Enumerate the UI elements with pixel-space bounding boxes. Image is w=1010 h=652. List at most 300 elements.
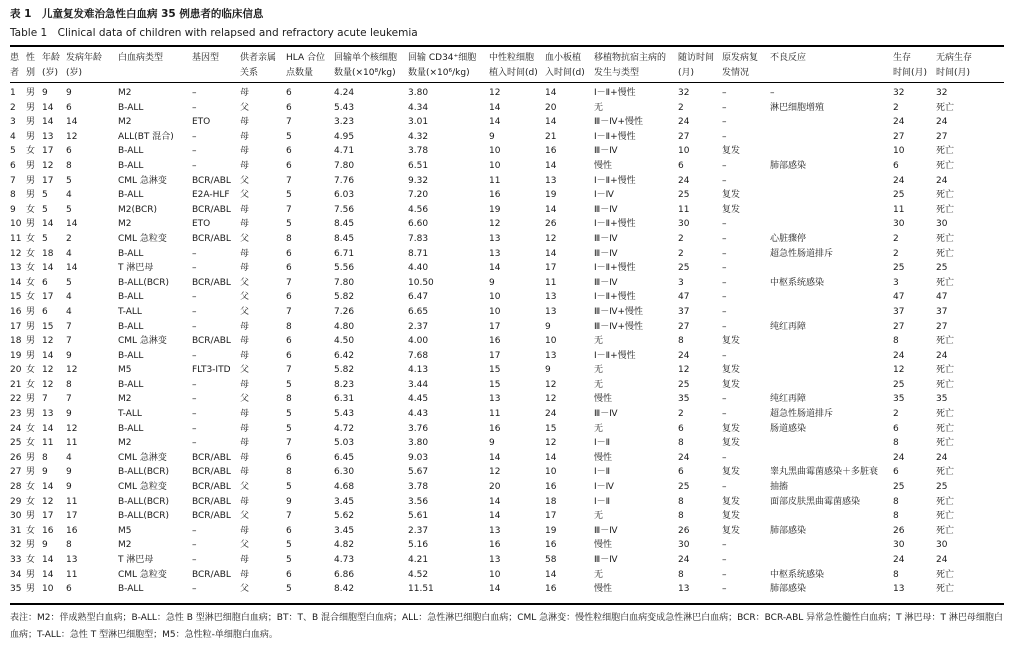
cell-dfs-time: 死亡 <box>936 467 955 478</box>
header-line: 随访时间 <box>678 53 715 63</box>
cell-hla-match: 7 <box>286 365 292 376</box>
cell-gvhd: Ⅰ－Ⅱ+慢性 <box>594 350 636 361</box>
cell-survival-time: 2 <box>893 233 899 244</box>
cell-survival-time: 6 <box>893 467 899 478</box>
cell-genotype: BCR/ABL <box>192 277 231 288</box>
header-mnc-dose <box>334 51 397 81</box>
cell-donor-relation: 母 <box>240 88 250 98</box>
cell-leukemia-type: M2 <box>118 117 132 128</box>
cell-sex: 男 <box>26 336 36 347</box>
cell-platelet-engraft: 16 <box>545 146 557 157</box>
cell-leukemia-type: CML 急淋变 <box>118 336 167 347</box>
cell-relapse: – <box>722 555 727 565</box>
cell-dfs-time: 死亡 <box>936 379 955 390</box>
cell-donor-relation: 父 <box>240 102 250 113</box>
cell-neutrophil-engraft: 15 <box>489 365 501 376</box>
cell-adverse-reaction: 中枢系统感染 <box>770 569 825 580</box>
cell-followup: 3 <box>678 277 684 288</box>
cell-relapse: 复发 <box>722 423 741 434</box>
cell-neutrophil-engraft: 13 <box>489 248 501 259</box>
cell-patient-no: 29 <box>10 496 22 507</box>
header-line: 植入时间(d) <box>489 68 538 78</box>
cell-donor-relation: 母 <box>240 379 250 390</box>
cell-survival-time: 27 <box>893 321 905 332</box>
cell-onset-age: 7 <box>66 336 72 347</box>
cell-donor-relation: 母 <box>240 350 250 361</box>
cell-platelet-engraft: 9 <box>545 321 551 332</box>
cell-mnc-dose: 7.56 <box>334 204 355 215</box>
cell-hla-match: 6 <box>286 292 292 303</box>
table-row <box>0 174 1010 189</box>
cell-dfs-time: 24 <box>936 452 948 463</box>
cell-survival-time: 26 <box>893 525 905 536</box>
cell-dfs-time: 24 <box>936 555 948 565</box>
cell-platelet-engraft: 14 <box>545 204 557 215</box>
cell-patient-no: 32 <box>10 540 22 551</box>
cell-onset-age: 14 <box>66 219 78 230</box>
cell-neutrophil-engraft: 10 <box>489 306 501 317</box>
header-line: 时间(月) <box>936 68 971 78</box>
cell-cd34-dose: 3.80 <box>408 88 429 98</box>
cell-survival-time: 24 <box>893 350 905 361</box>
cell-neutrophil-engraft: 17 <box>489 350 501 361</box>
cell-relapse: – <box>722 131 727 142</box>
cell-leukemia-type: T-ALL <box>118 409 142 420</box>
cell-leukemia-type: ALL(BT 混合) <box>118 131 174 142</box>
cell-gvhd: Ⅰ－Ⅱ+慢性 <box>594 219 636 230</box>
cell-neutrophil-engraft: 14 <box>489 117 501 128</box>
cell-sex: 女 <box>26 277 36 288</box>
header-line <box>770 66 806 81</box>
cell-survival-time: 24 <box>893 175 905 186</box>
cell-patient-no: 13 <box>10 263 22 274</box>
header-line: 数量(×10⁸/kg) <box>334 68 396 78</box>
cell-onset-age: 6 <box>66 584 72 595</box>
cell-cd34-dose: 2.37 <box>408 321 429 332</box>
cell-adverse-reaction: 纯红再障 <box>770 321 807 332</box>
cell-gvhd: 无 <box>594 102 604 113</box>
header-line: 者 <box>10 68 20 78</box>
cell-hla-match: 8 <box>286 394 292 405</box>
cell-genotype: – <box>192 394 197 405</box>
cell-leukemia-type: B-ALL <box>118 160 144 171</box>
cell-patient-no: 26 <box>10 452 22 463</box>
header-line: HLA 合位 <box>286 53 326 63</box>
cell-platelet-engraft: 26 <box>545 219 557 230</box>
header-line: 白血病类型 <box>118 53 164 63</box>
table-row <box>0 568 1010 583</box>
cell-cd34-dose: 9.32 <box>408 175 429 186</box>
cell-neutrophil-engraft: 9 <box>489 438 495 449</box>
cell-genotype: – <box>192 525 197 536</box>
cell-hla-match: 7 <box>286 438 292 449</box>
cell-cd34-dose: 6.65 <box>408 306 429 317</box>
cell-survival-time: 37 <box>893 306 905 317</box>
table-row <box>0 509 1010 524</box>
cell-onset-age: 4 <box>66 452 72 463</box>
cell-onset-age: 4 <box>66 292 72 303</box>
cell-platelet-engraft: 12 <box>545 438 557 449</box>
cell-mnc-dose: 4.24 <box>334 88 355 98</box>
cell-sex: 男 <box>26 467 36 478</box>
cell-neutrophil-engraft: 12 <box>489 219 501 230</box>
cell-mnc-dose: 4.95 <box>334 131 355 142</box>
table-row <box>0 495 1010 510</box>
cell-neutrophil-engraft: 19 <box>489 204 501 215</box>
cell-survival-time: 12 <box>893 365 905 376</box>
cell-age: 5 <box>42 233 48 244</box>
cell-leukemia-type: B-ALL <box>118 350 144 361</box>
cell-donor-relation: 父 <box>240 190 250 201</box>
cell-adverse-reaction: 超急性肠道排斥 <box>770 248 834 259</box>
cell-platelet-engraft: 20 <box>545 102 557 113</box>
cell-followup: 8 <box>678 496 684 507</box>
cell-leukemia-type: B-ALL(BCR) <box>118 277 169 288</box>
cell-gvhd: Ⅰ－Ⅱ+慢性 <box>594 88 636 98</box>
cell-cd34-dose: 3.01 <box>408 117 429 128</box>
cell-donor-relation: 父 <box>240 175 250 186</box>
cell-patient-no: 22 <box>10 394 22 405</box>
cell-neutrophil-engraft: 11 <box>489 175 501 186</box>
cell-hla-match: 7 <box>286 175 292 186</box>
header-platelet-engraft <box>545 51 585 81</box>
cell-leukemia-type: CML 急粒变 <box>118 233 167 244</box>
cell-onset-age: 2 <box>66 233 72 244</box>
table-row <box>0 261 1010 276</box>
cell-cd34-dose: 4.56 <box>408 204 429 215</box>
cell-donor-relation: 父 <box>240 292 250 303</box>
header-line: (岁) <box>66 68 83 78</box>
cell-survival-time: 32 <box>893 88 905 98</box>
header-line: (岁) <box>42 68 59 78</box>
cell-adverse-reaction: 面部皮肤黑曲霉菌感染 <box>770 496 861 507</box>
cell-neutrophil-engraft: 17 <box>489 321 501 332</box>
cell-cd34-dose: 7.83 <box>408 233 429 244</box>
cell-cd34-dose: 6.60 <box>408 219 429 230</box>
cell-survival-time: 2 <box>893 248 899 259</box>
cell-mnc-dose: 3.45 <box>334 496 355 507</box>
cell-dfs-time: 死亡 <box>936 277 955 288</box>
cell-mnc-dose: 4.68 <box>334 482 355 493</box>
cell-hla-match: 5 <box>286 131 292 142</box>
cell-neutrophil-engraft: 12 <box>489 88 501 98</box>
cell-genotype: BCR/ABL <box>192 204 231 215</box>
cell-followup: 35 <box>678 394 690 405</box>
cell-hla-match: 5 <box>286 540 292 551</box>
header-line: 发生与类型 <box>594 68 640 78</box>
cell-age: 9 <box>42 88 48 98</box>
cell-sex: 女 <box>26 423 36 434</box>
cell-age: 6 <box>42 277 48 288</box>
cell-genotype: BCR/ABL <box>192 175 231 186</box>
cell-donor-relation: 母 <box>240 423 250 434</box>
cell-adverse-reaction: 淋巴细胞增殖 <box>770 102 825 113</box>
cell-hla-match: 5 <box>286 409 292 420</box>
cell-platelet-engraft: 13 <box>545 306 557 317</box>
cell-neutrophil-engraft: 12 <box>489 467 501 478</box>
cell-adverse-reaction: 超急性肠道排斥 <box>770 409 834 420</box>
cell-neutrophil-engraft: 13 <box>489 525 501 536</box>
cell-relapse: 复发 <box>722 365 741 376</box>
cell-genotype: – <box>192 409 197 420</box>
header-line: 移植物抗宿主病的 <box>594 53 667 63</box>
cell-age: 5 <box>42 190 48 201</box>
table-row <box>0 232 1010 247</box>
cell-leukemia-type: B-ALL(BCR) <box>118 511 169 522</box>
header-line: 别 <box>26 68 36 78</box>
cell-platelet-engraft: 13 <box>545 292 557 303</box>
cell-dfs-time: 死亡 <box>936 102 955 113</box>
cell-genotype: – <box>192 102 197 113</box>
cell-age: 13 <box>42 409 54 420</box>
table-bottom-rule <box>10 603 1004 605</box>
cell-age: 12 <box>42 336 54 347</box>
cell-followup: 10 <box>678 146 690 157</box>
cell-gvhd: Ⅰ－Ⅳ <box>594 482 614 493</box>
cell-sex: 男 <box>26 321 36 332</box>
cell-genotype: – <box>192 438 197 449</box>
cell-onset-age: 12 <box>66 131 78 142</box>
table-row <box>0 480 1010 495</box>
cell-relapse: – <box>722 482 727 493</box>
cell-donor-relation: 母 <box>240 467 250 478</box>
cell-patient-no: 27 <box>10 467 22 478</box>
cell-dfs-time: 30 <box>936 540 948 551</box>
header-line: 供者亲属 <box>240 53 277 63</box>
header-line: 患 <box>10 53 20 63</box>
cell-leukemia-type: M2 <box>118 540 132 551</box>
cell-patient-no: 4 <box>10 131 16 142</box>
cell-adverse-reaction: 肺部感染 <box>770 584 807 595</box>
cell-onset-age: 5 <box>66 277 72 288</box>
cell-sex: 女 <box>26 555 36 565</box>
header-line: 关系 <box>240 68 259 78</box>
cell-onset-age: 4 <box>66 306 72 317</box>
header-line: 性 <box>26 53 36 63</box>
cell-onset-age: 6 <box>66 102 72 113</box>
cell-patient-no: 15 <box>10 292 22 303</box>
header-leukemia-type <box>118 51 163 81</box>
cell-neutrophil-engraft: 14 <box>489 102 501 113</box>
cell-dfs-time: 死亡 <box>936 365 955 376</box>
cell-followup: 6 <box>678 160 684 171</box>
cell-genotype: – <box>192 248 197 259</box>
cell-gvhd: Ⅲ－Ⅳ <box>594 204 618 215</box>
header-followup <box>678 51 714 81</box>
cell-age: 8 <box>42 452 48 463</box>
cell-onset-age: 8 <box>66 379 72 390</box>
cell-gvhd: Ⅲ－Ⅳ <box>594 409 618 420</box>
cell-platelet-engraft: 18 <box>545 496 557 507</box>
cell-followup: 24 <box>678 555 690 565</box>
cell-relapse: – <box>722 409 727 420</box>
cell-sex: 男 <box>26 190 36 201</box>
cell-patient-no: 9 <box>10 204 16 215</box>
cell-leukemia-type: M5 <box>118 365 132 376</box>
cell-sex: 女 <box>26 233 36 244</box>
cell-survival-time: 8 <box>893 511 899 522</box>
cell-followup: 37 <box>678 306 690 317</box>
cell-genotype: – <box>192 146 197 157</box>
cell-followup: 32 <box>678 88 690 98</box>
cell-gvhd: Ⅲ－Ⅳ <box>594 277 618 288</box>
cell-age: 17 <box>42 146 54 157</box>
cell-platelet-engraft: 14 <box>545 452 557 463</box>
header-line: 无病生存 <box>936 53 973 63</box>
cell-hla-match: 5 <box>286 219 292 230</box>
cell-followup: 47 <box>678 292 690 303</box>
cell-hla-match: 5 <box>286 555 292 565</box>
cell-survival-time: 35 <box>893 394 905 405</box>
cell-platelet-engraft: 13 <box>545 350 557 361</box>
cell-followup: 11 <box>678 204 690 215</box>
cell-followup: 2 <box>678 248 684 259</box>
cell-donor-relation: 母 <box>240 248 250 259</box>
cell-dfs-time: 死亡 <box>936 584 955 595</box>
cell-sex: 男 <box>26 409 36 420</box>
cell-gvhd: 无 <box>594 365 604 376</box>
cell-patient-no: 30 <box>10 511 22 522</box>
header-adverse-reaction <box>770 51 806 81</box>
cell-cd34-dose: 3.78 <box>408 482 429 493</box>
cell-mnc-dose: 5.56 <box>334 263 355 274</box>
cell-cd34-dose: 4.40 <box>408 263 429 274</box>
cell-donor-relation: 母 <box>240 219 250 230</box>
cell-sex: 男 <box>26 219 36 230</box>
cell-donor-relation: 母 <box>240 555 250 565</box>
cell-followup: 24 <box>678 117 690 128</box>
cell-adverse-reaction: 纯红再障 <box>770 394 807 405</box>
cell-hla-match: 6 <box>286 525 292 536</box>
cell-age: 12 <box>42 160 54 171</box>
cell-leukemia-type: T 淋巴母 <box>118 555 154 565</box>
cell-gvhd: 慢性 <box>594 584 613 595</box>
cell-sex: 女 <box>26 248 36 259</box>
cell-age: 17 <box>42 511 54 522</box>
cell-followup: 2 <box>678 233 684 244</box>
cell-cd34-dose: 6.51 <box>408 160 429 171</box>
cell-mnc-dose: 6.45 <box>334 452 355 463</box>
table-row <box>0 538 1010 553</box>
cell-donor-relation: 父 <box>240 365 250 376</box>
table-row <box>0 276 1010 291</box>
cell-mnc-dose: 5.03 <box>334 438 355 449</box>
cell-sex: 男 <box>26 511 36 522</box>
cell-donor-relation: 父 <box>240 540 250 551</box>
cell-gvhd: Ⅲ－Ⅳ+慢性 <box>594 117 644 128</box>
cell-age: 10 <box>42 584 54 595</box>
cell-mnc-dose: 4.50 <box>334 336 355 347</box>
cell-neutrophil-engraft: 14 <box>489 452 501 463</box>
cell-platelet-engraft: 12 <box>545 233 557 244</box>
cell-hla-match: 7 <box>286 204 292 215</box>
cell-sex: 女 <box>26 263 36 274</box>
header-line: 中性粒细胞 <box>489 53 535 63</box>
cell-leukemia-type: B-ALL <box>118 248 144 259</box>
header-donor-relation <box>240 51 276 81</box>
cell-genotype: BCR/ABL <box>192 496 231 507</box>
header-line: 发病年龄 <box>66 53 103 63</box>
header-line: 血小板植 <box>545 53 582 63</box>
cell-mnc-dose: 7.80 <box>334 160 355 171</box>
cell-patient-no: 5 <box>10 146 16 157</box>
cell-sex: 男 <box>26 569 36 580</box>
cell-mnc-dose: 4.82 <box>334 540 355 551</box>
header-line: 点数量 <box>286 68 314 78</box>
cell-patient-no: 20 <box>10 365 22 376</box>
table-row <box>0 290 1010 305</box>
cell-hla-match: 5 <box>286 482 292 493</box>
cell-survival-time: 8 <box>893 496 899 507</box>
cell-patient-no: 17 <box>10 321 22 332</box>
cell-onset-age: 5 <box>66 175 72 186</box>
cell-donor-relation: 母 <box>240 569 250 580</box>
table-row <box>0 130 1010 145</box>
cell-mnc-dose: 6.71 <box>334 248 355 259</box>
cell-dfs-time: 24 <box>936 175 948 186</box>
cell-neutrophil-engraft: 10 <box>489 569 501 580</box>
cell-hla-match: 8 <box>286 321 292 332</box>
table-row <box>0 524 1010 539</box>
table-header-rule <box>10 82 1004 83</box>
cell-sex: 女 <box>26 379 36 390</box>
cell-cd34-dose: 6.47 <box>408 292 429 303</box>
header-gvhd <box>594 51 666 81</box>
cell-dfs-time: 37 <box>936 306 948 317</box>
cell-platelet-engraft: 21 <box>545 131 557 142</box>
cell-sex: 男 <box>26 350 36 361</box>
cell-dfs-time: 27 <box>936 321 948 332</box>
cell-relapse: 复发 <box>722 525 741 536</box>
cell-leukemia-type: M5 <box>118 525 132 536</box>
cell-onset-age: 7 <box>66 321 72 332</box>
cell-relapse: – <box>722 394 727 405</box>
cell-neutrophil-engraft: 14 <box>489 263 501 274</box>
cell-sex: 女 <box>26 482 36 493</box>
cell-hla-match: 6 <box>286 263 292 274</box>
cell-survival-time: 25 <box>893 379 905 390</box>
cell-survival-time: 2 <box>893 102 899 113</box>
cell-sex: 男 <box>26 88 36 98</box>
cell-onset-age: 11 <box>66 496 78 507</box>
cell-relapse: – <box>722 540 727 551</box>
cell-survival-time: 30 <box>893 219 905 230</box>
cell-sex: 女 <box>26 292 36 303</box>
cell-adverse-reaction: 肺部感染 <box>770 525 807 536</box>
cell-onset-age: 4 <box>66 190 72 201</box>
header-line: 时间(月) <box>893 68 928 78</box>
cell-dfs-time: 32 <box>936 88 948 98</box>
header-line: 回输单个核细胞 <box>334 53 398 63</box>
cell-onset-age: 4 <box>66 248 72 259</box>
cell-donor-relation: 母 <box>240 496 250 507</box>
cell-platelet-engraft: 15 <box>545 423 557 434</box>
cell-platelet-engraft: 10 <box>545 467 557 478</box>
cell-relapse: 复发 <box>722 204 741 215</box>
cell-hla-match: 7 <box>286 306 292 317</box>
cell-followup: 27 <box>678 321 690 332</box>
cell-platelet-engraft: 12 <box>545 394 557 405</box>
cell-donor-relation: 父 <box>240 277 250 288</box>
cell-patient-no: 18 <box>10 336 22 347</box>
table-row <box>0 247 1010 262</box>
cell-followup: 25 <box>678 379 690 390</box>
table-row <box>0 582 1010 597</box>
cell-platelet-engraft: 10 <box>545 336 557 347</box>
cell-genotype: – <box>192 292 197 303</box>
cell-cd34-dose: 4.45 <box>408 394 429 405</box>
cell-survival-time: 25 <box>893 263 905 274</box>
